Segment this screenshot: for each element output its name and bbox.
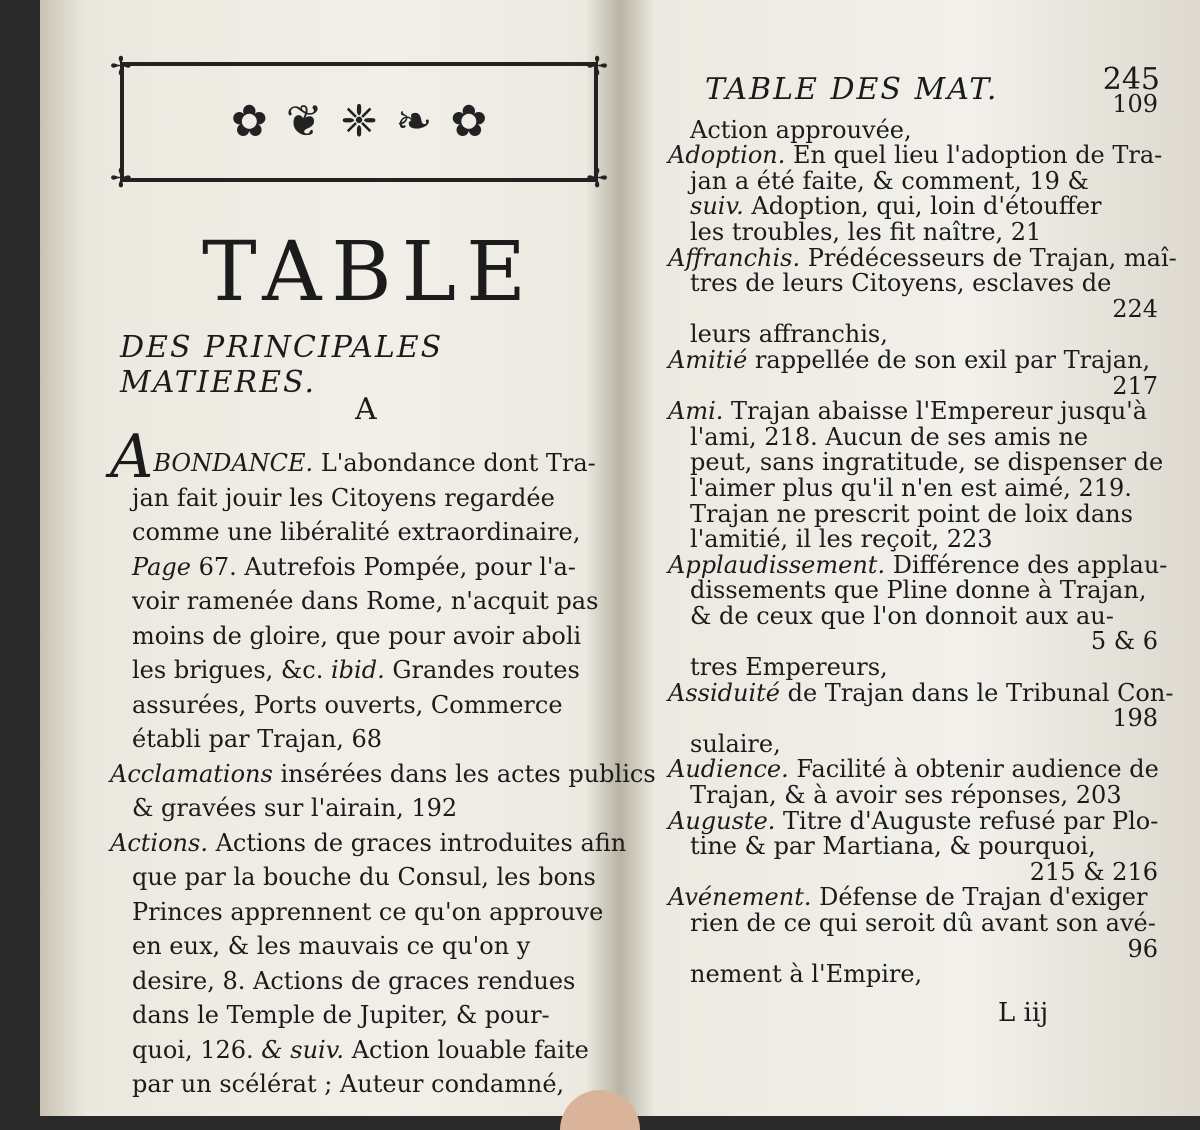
entry-heading: Audience.: [668, 755, 789, 784]
entry-text: 67. Autrefois Pompée, pour l'a-: [190, 552, 576, 581]
index-line: [668, 678, 1174, 707]
index-line: [668, 550, 1168, 579]
index-line: [668, 885, 1158, 911]
index-line: [668, 934, 1158, 963]
index-line: [668, 271, 1158, 297]
index-line: [668, 141, 1163, 170]
entry-heading: Affranchis.: [668, 243, 801, 272]
index-line: [110, 584, 600, 619]
entry-text: Trajan abaisse l'Empereur jusqu'à: [723, 397, 1148, 426]
entry-heading: Acclamations: [110, 759, 273, 788]
index-line: [668, 217, 1158, 246]
page-title: TABLE: [202, 225, 536, 320]
index-line: [668, 345, 1158, 374]
page-reference: 217: [1112, 371, 1158, 400]
corner-ornament-icon: ✢: [586, 164, 608, 194]
entry-text: Adoption, qui, loin d'étouffer: [743, 192, 1102, 221]
entry-text: peut, sans ingratitude, se dispenser de: [690, 448, 1164, 477]
entry-heading: BONDANCE.: [153, 449, 314, 477]
index-line: [110, 422, 600, 492]
page-reference: 198: [1112, 704, 1158, 733]
open-book: [40, 0, 1200, 1116]
index-line: [110, 722, 600, 757]
entry-text: les brigues, &c.: [132, 656, 331, 684]
entry-text: L'abondance dont Tra-: [313, 449, 596, 477]
corner-ornament-icon: ✢: [586, 52, 608, 82]
index-line: [110, 653, 600, 688]
floral-cluster-icon: ❈: [340, 96, 378, 147]
index-entries-left: [110, 422, 656, 1102]
index-line: [110, 550, 600, 585]
index-line: [110, 515, 600, 550]
entry-text: tres de leurs Citoyens, esclaves de: [690, 269, 1112, 298]
corner-ornament-icon: ✢: [110, 52, 132, 82]
section-letter: A: [355, 392, 377, 427]
entry-text: dans le Temple de Jupiter, & pour-: [132, 1001, 550, 1029]
entry-text: en eux, & les mauvais ce qu'on y: [132, 932, 531, 960]
entry-heading: Applaudissement.: [668, 550, 886, 579]
entry-text: rien de ce qui seroit dû avant son avé-: [690, 909, 1156, 937]
index-line: [110, 1033, 600, 1068]
entry-text: tres Empereurs,: [690, 653, 888, 682]
entry-text: En quel lieu l'adoption de Tra-: [785, 141, 1163, 170]
index-line: [110, 998, 600, 1033]
right-page: [650, 0, 1177, 1116]
entry-text: comme une libéralité extraordinaire,: [132, 518, 581, 546]
entry-heading: Ami.: [668, 397, 724, 426]
entry-text: desire, 8. Actions de graces rendues: [132, 966, 576, 995]
index-line: [668, 757, 1158, 783]
index-line: [668, 601, 1158, 630]
entry-text: Facilité à obtenir audience de: [788, 755, 1159, 784]
index-line: [668, 115, 1158, 144]
entry-text: l'amitié, il les reçoit, 223: [690, 525, 993, 554]
entry-text: dissements que Pline donne à Trajan,: [690, 576, 1147, 605]
running-head: TABLE DES MAT.: [705, 72, 999, 107]
entry-text: jan a été faite, & comment, 19 &: [690, 166, 1089, 195]
index-line: [110, 791, 600, 826]
entry-heading: Avénement.: [668, 883, 812, 912]
index-line: [668, 473, 1158, 502]
page-number: 245: [1102, 62, 1160, 97]
entry-text: Action approuvée,: [690, 115, 912, 144]
entry-text: Grandes routes: [384, 656, 580, 684]
flower-ornament-icon: ✿: [230, 96, 268, 147]
index-line: [668, 294, 1158, 323]
entry-text: leurs affranchis,: [690, 320, 888, 349]
corner-ornament-icon: ✢: [110, 164, 132, 194]
left-page: [110, 0, 656, 1116]
index-line: [668, 578, 1158, 604]
scroll-ornament-icon: ❦: [285, 96, 323, 147]
entry-text: insérées dans les actes publics: [272, 759, 656, 788]
entry-text: & gravées sur l'airain, 192: [132, 794, 458, 822]
index-line: [668, 422, 1158, 451]
index-line: [110, 860, 600, 895]
entry-text: les troubles, les fit naître, 21: [690, 217, 1042, 246]
index-line: [110, 826, 627, 861]
ornamental-headpiece: [110, 52, 608, 194]
index-line: [668, 655, 1158, 681]
entry-text: l'ami, 218. Aucun de ses amis ne: [690, 422, 1089, 451]
entry-text: par un scélérat ; Auteur condamné,: [132, 1070, 565, 1098]
index-line: [668, 92, 1158, 118]
index-line: [110, 1067, 600, 1102]
entry-heading: ibid.: [331, 656, 385, 684]
index-line: [668, 806, 1159, 835]
index-line: [110, 964, 600, 999]
index-line: [110, 688, 600, 723]
entry-text: Titre d'Auguste refusé par Plo-: [775, 806, 1159, 835]
entry-text: établi par Trajan, 68: [132, 725, 383, 753]
scroll-ornament-icon: ❧: [395, 96, 433, 147]
index-entries-right: [668, 90, 1177, 989]
index-line: [668, 629, 1158, 655]
index-line: [668, 729, 1158, 758]
entry-text: Prédécesseurs de Trajan, maî-: [800, 243, 1177, 272]
signature-mark: L iij: [998, 998, 1049, 1028]
entry-text: Princes apprennent ce qu'on approuve: [132, 897, 604, 926]
entry-heading: Page: [132, 552, 191, 581]
entry-text: Action louable faite: [344, 1035, 589, 1064]
entry-text: Différence des applau-: [885, 550, 1168, 579]
entry-heading: Amitié: [668, 345, 748, 374]
drop-cap: A: [110, 422, 154, 492]
page-reference: 215 & 216: [1029, 857, 1158, 886]
index-line: [668, 834, 1158, 860]
entry-text: jan fait jouir les Citoyens regardée: [132, 483, 555, 512]
index-line: [668, 371, 1158, 400]
entry-text: l'aimer plus qu'il n'en est aimé, 219.: [690, 473, 1132, 502]
index-line: [668, 783, 1158, 809]
entry-text: & de ceux que l'on donnoit aux au-: [690, 601, 1114, 630]
flower-ornament-icon: ✿: [450, 96, 488, 147]
entry-heading: suiv.: [690, 192, 744, 221]
index-line: [668, 166, 1158, 195]
entry-text: rappellée de son exil par Trajan,: [747, 345, 1151, 374]
page-reference: 224: [1112, 294, 1158, 323]
entry-text: quoi, 126.: [132, 1035, 262, 1064]
entry-text: Défense de Trajan d'exiger: [811, 883, 1148, 912]
page-reference: 96: [1127, 934, 1158, 963]
index-line: [668, 448, 1164, 477]
entry-text: Trajan ne prescrit point de loix dans: [690, 499, 1133, 528]
index-line: [668, 194, 1158, 220]
index-line: [668, 399, 1158, 425]
index-line: [110, 481, 600, 516]
entry-text: tine & par Martiana, & pourquoi,: [690, 832, 1096, 861]
entry-heading: Auguste.: [668, 806, 776, 835]
entry-text: assurées, Ports ouverts, Commerce: [132, 690, 563, 719]
index-line: [668, 499, 1158, 528]
index-line: [110, 929, 600, 964]
index-line: [110, 619, 600, 654]
entry-text: nement à l'Empire,: [690, 960, 923, 989]
entry-text: que par la bouche du Consul, les bons: [132, 863, 596, 891]
index-line: [110, 757, 656, 792]
entry-text: Trajan, & à avoir ses réponses, 203: [690, 781, 1122, 810]
page-reference: 109: [1112, 90, 1158, 118]
entry-heading: Actions.: [110, 828, 208, 857]
entry-text: voir ramenée dans Rome, n'acquit pas: [132, 587, 599, 615]
entry-text: moins de gloire, que pour avoir aboli: [132, 621, 582, 650]
index-line: [668, 962, 1158, 988]
index-line: [668, 857, 1158, 886]
index-line: [668, 911, 1158, 937]
entry-text: de Trajan dans le Tribunal Con-: [779, 678, 1174, 707]
entry-text: sulaire,: [690, 729, 781, 758]
index-line: [668, 527, 1158, 553]
page-reference: 5 & 6: [1090, 627, 1158, 656]
entry-heading: & suiv.: [261, 1035, 345, 1064]
entry-heading: Assiduité: [668, 678, 780, 707]
index-line: [668, 322, 1158, 348]
entry-heading: Adoption.: [668, 141, 786, 170]
page-subtitle: DES PRINCIPALES MATIERES.: [120, 330, 444, 400]
index-line: [110, 895, 604, 930]
entry-text: Actions de graces introduites afin: [207, 828, 627, 857]
index-line: [668, 706, 1158, 732]
index-line: [668, 243, 1177, 272]
